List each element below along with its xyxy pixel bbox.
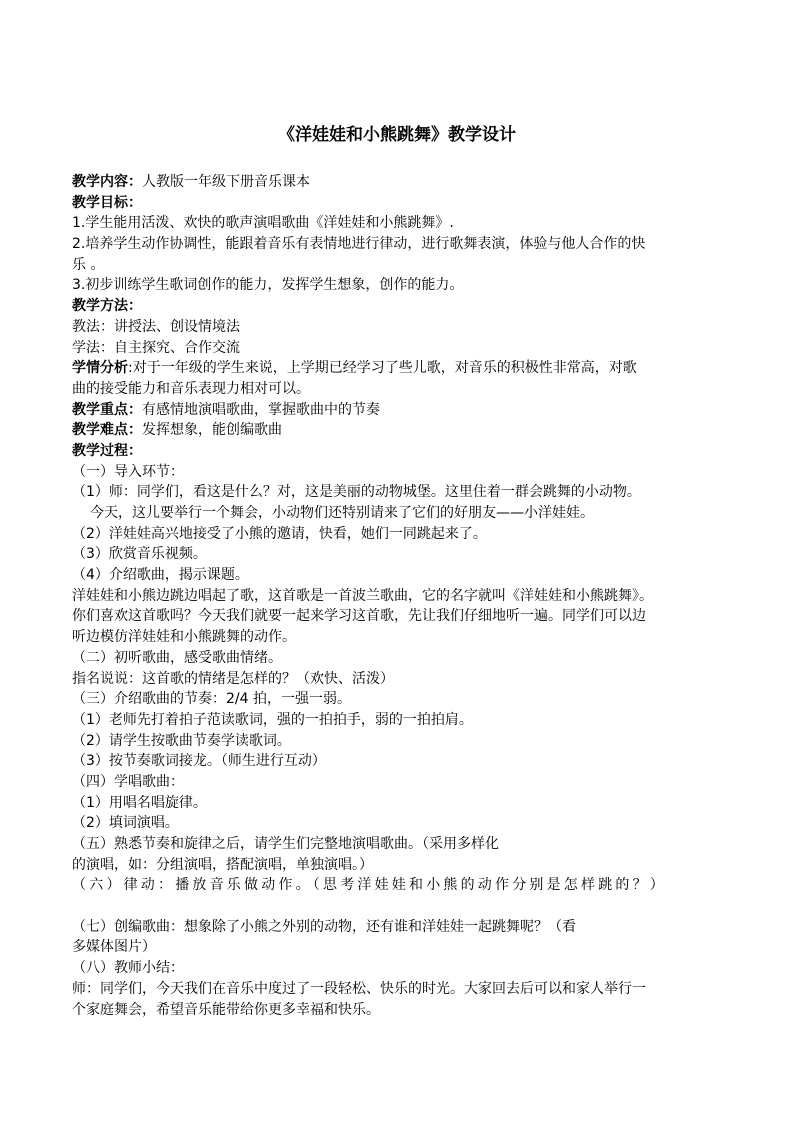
difficulty-label: 教学难点：	[72, 422, 142, 439]
student-analysis-text: :对于一年级的学生来说，上学期已经学习了些儿歌，对音乐的积极性非常高，对歌	[128, 360, 637, 377]
process-line: （2）洋娃娃高兴地接受了小熊的邀请，快看，她们一同跳起来了。	[72, 525, 487, 542]
student-analysis-label: 学情分析	[72, 360, 128, 377]
student-analysis-text: 曲的接受能力和音乐表现力相对可以。	[72, 380, 310, 397]
process-line: 你们喜欢这首歌吗？今天我们就要一起来学习这首歌，先让我们仔细地听一遍。同学们可以边	[72, 608, 646, 625]
difficulty-value: 发挥想象，能创编歌曲	[142, 422, 282, 439]
key-point-value: 有感情地演唱歌曲，掌握歌曲中的节奏	[142, 401, 380, 418]
process-line: 洋娃娃和小熊边跳边唱起了歌，这首歌是一首波兰歌曲，它的名字就叫《洋娃娃和小熊跳舞》。	[72, 587, 653, 604]
process-line: 个家庭舞会，希望音乐能带给你更多幸福和快乐。	[72, 1001, 380, 1018]
process-line: （七）创编歌曲：想象除了小熊之外别的动物，还有谁和洋娃娃一起跳舞呢？（看	[72, 918, 576, 935]
teaching-method: 教法：讲授法、创设情境法	[72, 318, 240, 335]
process-line: （4）介绍歌曲，揭示课题。	[72, 567, 249, 584]
process-line: （一）导入环节：	[72, 463, 184, 480]
process-line: （1）老师先打着拍子范读歌词，强的一拍拍手，弱的一拍拍肩。	[72, 711, 473, 728]
teaching-content-value: 人教版一年级下册音乐课本	[142, 174, 310, 190]
process-line: 多媒体图片）	[72, 939, 156, 956]
process-line: 今天，这儿要举行一个舞会，小动物们还特别请来了它们的好朋友——小洋娃娃。	[90, 505, 594, 521]
process-line: （1）用唱名唱旋律。	[72, 794, 207, 811]
goal-item: 2.培养学生动作协调性，能跟着音乐有表情地进行律动，进行歌舞表演，体验与他人合作的快	[72, 236, 646, 253]
document-title: 《洋娃娃和小熊跳舞》教学设计	[278, 125, 516, 145]
teaching-content-line	[72, 172, 742, 193]
difficulty-line	[72, 420, 742, 441]
teaching-methods-heading: 教学方法：	[72, 298, 142, 315]
goal-item: 乐 。	[72, 256, 105, 273]
process-line: （3）欣赏音乐视频。	[72, 546, 207, 563]
blank-line	[72, 896, 742, 917]
learning-method: 学法：自主探究、合作交流	[72, 339, 240, 356]
process-line: （2）请学生按歌曲节奏学读歌词。	[72, 732, 291, 749]
process-line: （2）填词演唱。	[72, 815, 179, 832]
process-line: 师：同学们，今天我们在音乐中度过了一段轻松、快乐的时光。大家回去后可以和家人举行一	[72, 980, 646, 997]
key-point-line	[72, 400, 742, 421]
goal-item: 1.学生能用活泼、欢快的歌声演唱歌曲《洋娃娃和小熊跳舞》.	[72, 215, 454, 232]
teaching-content-label: 教学内容：	[72, 174, 142, 190]
goal-item: 3.初步训练学生歌词创作的能力，发挥学生想象，创作的能力。	[72, 277, 464, 294]
process-line: 指名说说：这首歌的情绪是怎样的？（欢快、活泼）	[72, 670, 394, 687]
process-line: 听边模仿洋娃娃和小熊跳舞的动作。	[72, 629, 296, 646]
teaching-goals-heading: 教学目标：	[72, 194, 142, 211]
process-line: （六）律动：播放音乐做动作。（思考洋娃娃和小熊的动作分别是怎样跳的？）	[72, 877, 667, 894]
process-line: （四）学唱歌曲：	[72, 773, 184, 790]
process-line: （1）师：同学们，看这是什么？对，这是美丽的动物城堡。这里住着一群会跳舞的小动物。	[72, 484, 641, 501]
process-line: （八）教师小结：	[72, 960, 184, 977]
process-line: 的演唱，如：分组演唱，搭配演唱，单独演唱。）	[72, 856, 373, 873]
student-analysis-line	[72, 358, 742, 379]
process-line: （五）熟悉节奏和旋律之后，请学生们完整地演唱歌曲。（采用多样化	[72, 836, 499, 852]
document-body	[72, 172, 742, 1020]
process-line: （三）介绍歌曲的节奏：2/4 拍，一强一弱。	[72, 691, 351, 708]
key-point-label: 教学重点：	[72, 401, 142, 418]
teaching-process-heading: 教学过程：	[72, 442, 142, 459]
process-line: （3）按节奏歌词接龙。（师生进行互动）	[72, 753, 326, 770]
process-line: （二）初听歌曲，感受歌曲情绪。	[72, 649, 282, 666]
